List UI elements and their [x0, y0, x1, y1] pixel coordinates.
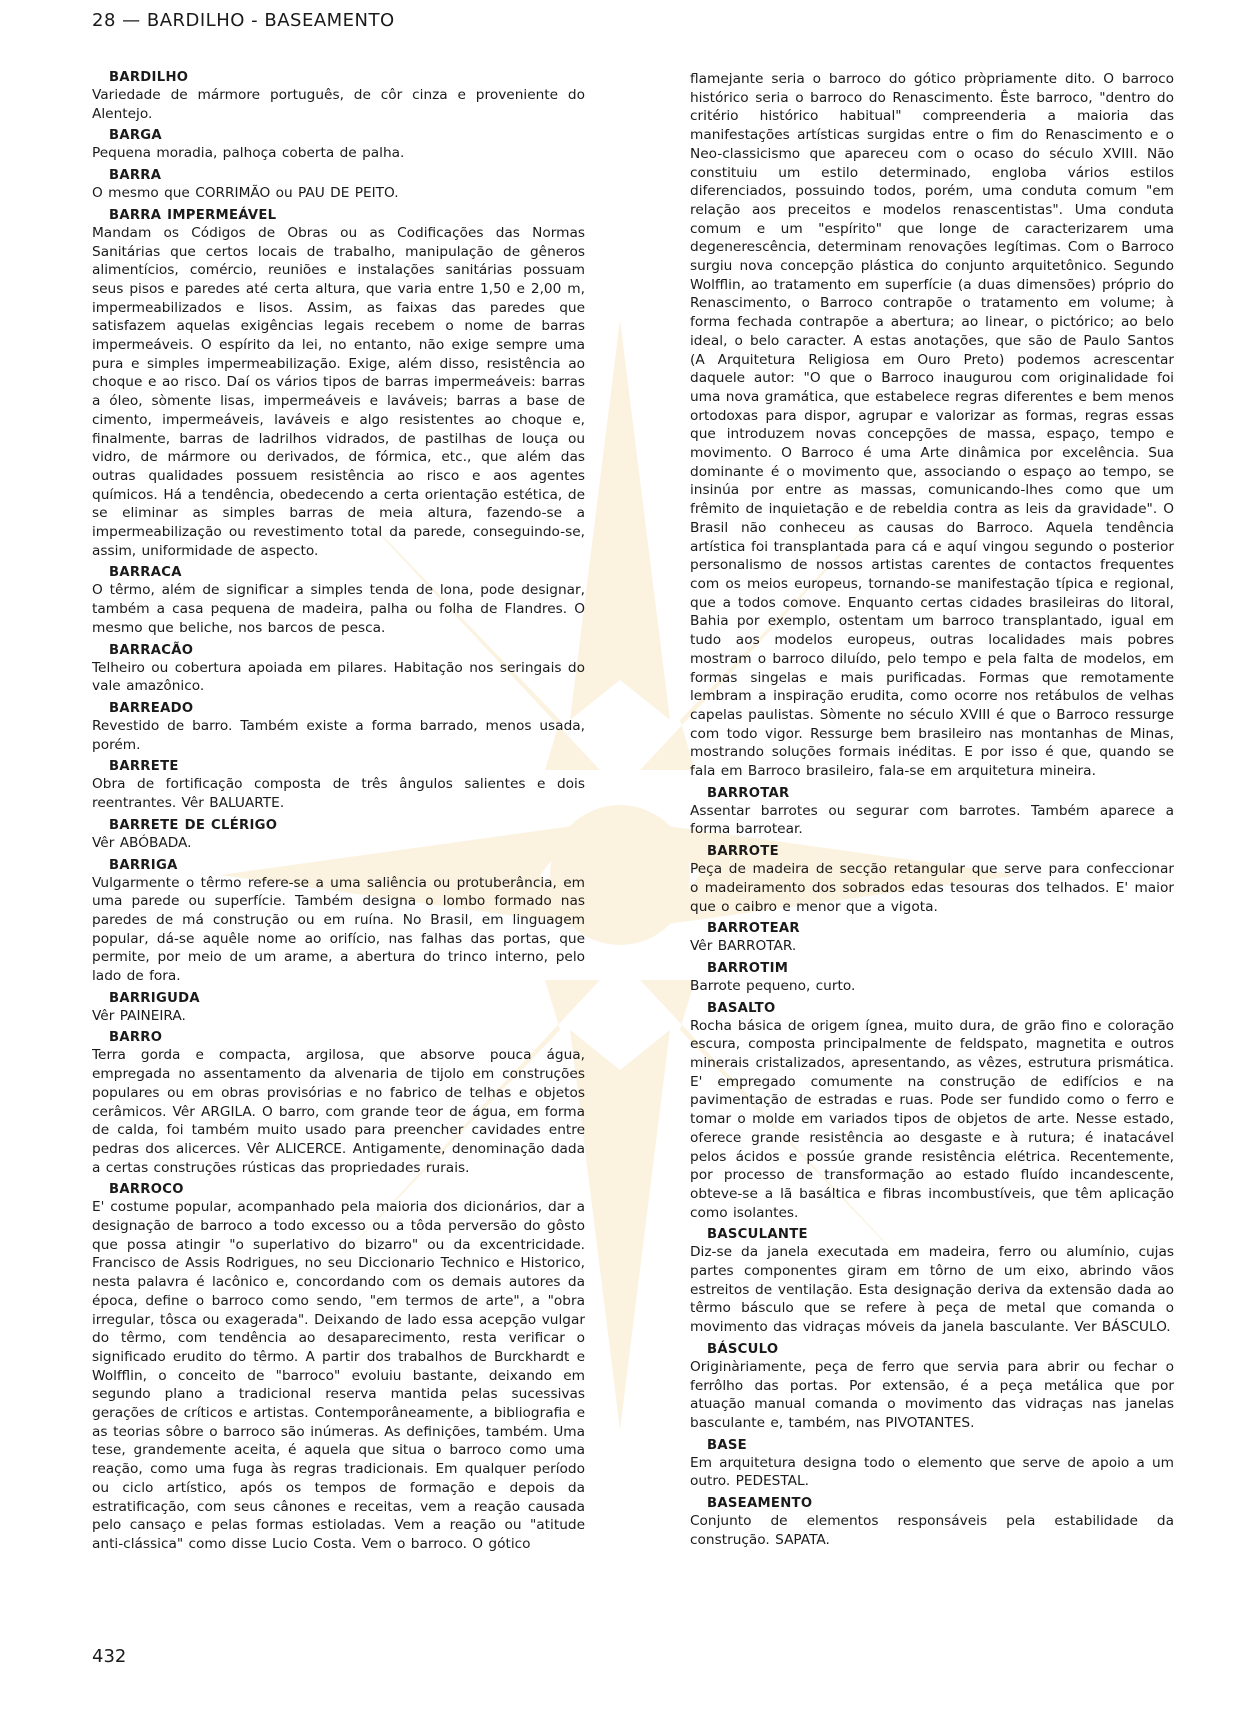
entry-term: BARDILHO [109, 70, 189, 85]
entry-term: BARRIGUDA [109, 990, 200, 1006]
entry-definition: Em arquitetura designa todo o elemento que serve de apoio a um outro. PEDESTAL. [690, 1454, 1174, 1490]
entry-definition: O têrmo, além de significar a simples tenda de lona, pode designar, também a casa pequena de madeira, palha ou folha de Flandres. O mesmo que beliche, nos barcos de pesca. [92, 582, 585, 636]
entry-barra-impermeavel [92, 207, 585, 561]
entry-term: BASCULANTE [707, 1227, 808, 1243]
entry-barrote [690, 843, 1174, 916]
entry-term: BARREADO [109, 700, 194, 716]
right-column [690, 70, 1174, 1554]
entry-barriguda [92, 990, 585, 1026]
entry-basculo [690, 1341, 1174, 1433]
page-number: 432 [92, 1646, 127, 1667]
entry-term: BARRA [109, 168, 162, 184]
entry-barracao [92, 642, 585, 696]
entry-definition: Peça de madeira de secção retangular que serve para confeccionar o madeiramento dos sobrados edas tesouras dos telhados. E' maior que o caibro e menor que a vigota. [690, 861, 1174, 915]
entry-definition: Vulgarmente o têrmo refere-se a uma saliência ou protuberância, em uma parede ou superfície. Também designa o lombo formado nas paredes de má construção ou em ruína. No Brasil, em linguagem popular, dá-se aquêle nome ao orifício, nas falhas das portas, que permite, por meio de um arame, a abertura do trinco interno, pelo lado de fora. [92, 874, 585, 985]
entry-term: BASALTO [707, 1000, 776, 1016]
entry-term: BARRACÃO [109, 642, 194, 658]
entry-basalto [690, 1000, 1174, 1223]
entry-baseamento [690, 1495, 1174, 1549]
entry-definition: Originàriamente, peça de ferro que servia para abrir ou fechar o ferrôlho das portas. Por extensão, é a peça metálica que por atuação manual comanda o movimento das vidraças nas janelas basculante e, também, nas PIVOTANTES. [690, 1358, 1174, 1431]
entry-term: BARRACA [109, 565, 182, 581]
entry-term: BARRETE DE CLÉRIGO [109, 817, 278, 833]
entry-barrete-de-clerigo [92, 817, 585, 853]
entry-definition: Assentar barrotes ou segurar com barrotes. Também aparece a forma barrotear. [690, 802, 1174, 838]
entry-definition: Barrote pequeno, curto. [690, 977, 856, 994]
entry-barrotear [690, 920, 1174, 956]
entry-definition: Obra de fortificação composta de três ângulos salientes e dois reentrantes. Vêr BALUARTE. [92, 776, 585, 812]
entry-term: BARROTAR [707, 785, 790, 801]
entry-barrotim [690, 960, 1174, 996]
entry-definition: Diz-se da janela executada em madeira, ferro ou alumínio, cujas partes componentes giram em tôrno de um eixo, abrindo vãos estreitos de ventilação. Esta designação deriva da extensão dada ao têrmo básculo que se refere à peça de metal que comanda o movimento das vidraças móveis da janela basculante. Ver BÁSCULO. [690, 1244, 1174, 1336]
entry-definition: Pequena moradia, palhoça coberta de palha. [92, 145, 405, 162]
left-column [92, 69, 585, 1558]
entry-barra [92, 167, 585, 203]
entry-term: BARGA [109, 128, 162, 144]
entry-term: BARRETE [109, 759, 179, 775]
entry-definition: Vêr PAINEIRA. [92, 1007, 186, 1024]
entry-base [690, 1437, 1174, 1491]
entry-definition: Mandam os Códigos de Obras ou as Codificações das Normas Sanitárias que certos locais de trabalho, manipulação de gêneros alimentícios, comércio, reuniões e instalações sanitárias possuam seus pisos e paredes até certa altura, que varia entre 1,50 e 2,00 m, impermeabilizados e lisos. Assim, as faixas das paredes que satisfazem aquelas exigências legais recebem o nome de barras impermeáveis. O espírito da lei, no entanto, não exige sempre uma pura e simples impermeabilização. Exige, além disso, resistência ao choque e ao risco. Daí os vários tipos de barras impermeáveis: barras a óleo, sòmente lisas, impermeáveis e laváveis; barras a base de cimento, impermeáveis, laváveis e algo resistentes ao choque e, finalmente, barras de ladrilhos vidrados, de pastilhas de louça ou vidro, de mármore ou derivados, de fórmica, etc., que além das outras qualidades possuem resistência ao risco e aos agentes químicos. Há a tendência, obedecendo a certa orientação estética, de se eliminar as simples barras de meia altura, fazendo-se a impermeabilização ou revestimento total da parede, conseguindo-se, assim, uniformidade de aspecto. [92, 224, 585, 559]
entry-barriga [92, 857, 585, 986]
entry-barrete [92, 758, 585, 812]
entry-term: BARROTEAR [707, 921, 800, 937]
entry-definition: Vêr BARROTAR. [690, 938, 797, 955]
entry-bardilho [92, 69, 585, 123]
entry-barreado [92, 700, 585, 754]
entry-term: BARRA IMPERMEÁVEL [109, 207, 277, 223]
entry-definition: E' costume popular, acompanhado pela maioria dos dicionários, dar a designação de barroco a todo excesso ou a tôda perversão do gôsto que possa atingir "o superlativo do bizarro" ou da excentricidade. Francisco de Assis Rodrigues, no seu Diccionario Technico e Historico, nesta palavra é lacônico e, concordando com os demais autores da época, define o barroco como sendo, "em termos de arte", a "obra irregular, tôsca ou exagerada". Deixando de lado essa acepção vulgar do têrmo, com tendência ao desaparecimento, resta verificar o significado erudito do têrmo. A partir dos trabalhos de Burckhardt e Wolfflin, o conceito de "barroco" evoluiu bastante, deixando em segundo plano a tradicional reserva mantida pelas sucessivas gerações de críticos e artistas. Contemporâneamente, a bibliografia e as teorias sôbre o barroco são inúmeras. As definições, também. Uma tese, grandemente aceita, é aquela que situa o barroco como uma reação, como uma fuga às regras tradicionais. Em qualquer período ou ciclo artístico, após os tempos de formação e depois da estratificação, com seus cânones e receitas, vem a reação causada pelo cansaço e pelas formas estioladas. Vem a reação ou "atitude anti-clássica" como disse Lucio Costa. Vem o barroco. O gótico [92, 1199, 585, 1552]
entry-term: BARRO [109, 1030, 163, 1046]
entry-barroco [92, 1181, 585, 1553]
entry-term: BARROCO [109, 1182, 184, 1198]
entry-barga [92, 127, 585, 163]
running-head: 28 — BARDILHO - BASEAMENTO [92, 10, 395, 31]
entry-basculante [690, 1226, 1174, 1337]
entry-term: BÁSCULO [707, 1341, 779, 1357]
entry-definition: O mesmo que CORRIMÃO ou PAU DE PEITO. [92, 185, 399, 202]
entry-definition: Telheiro ou cobertura apoiada em pilares. Habitação nos seringais do vale amazônico. [92, 659, 585, 695]
barroco-continuation: flamejante seria o barroco do gótico pròpriamente dito. O barroco histórico seria o barroco do Renascimento. Êste barroco, "dentro do critério histórico habitual" compreenderia a maioria das manifestações artísticas surgidas entre o fim do Renascimento e o Neo-classicismo que apareceu com o ocaso do século XVIII. Não constituiu um estilo determinado, engloba vários estilos diferenciados, possuindo todos, porém, uma conduta comum "em relação aos preceitos e modelos renascentistas". Uma conduta comum e um "espírito" que longe de caracterizarem uma degenerescência, determinam renovações legítimas. Com o Barroco surgiu nova concepção plástica do conjunto arquitetônico. Segundo Wolfflin, ao tratamento em superfície (a duas dimensões) próprio do Renascimento, o Barroco contrapõe o tratamento em volume; à forma fechada contrapõe a abertura; ao linear, o pictórico; ao belo ideal, o belo caracter. A estas anotações, que são de Paulo Santos (A Arquitetura Religiosa em Ouro Preto) podemos acrescentar daquele autor: "O que o Barroco inaugurou com originalidade foi uma nova gramática, que estabelece regras diferentes e bem menos ortodoxas para dispor, agrupar e valorizar as formas, regras essas que introduzem novas concepções de massa, espaço, tempo e movimento. O Barroco é uma Arte dinâmica por excelência. Sua dominante é o movimento que, associando o espaço ao tempo, se insinúa por entre as massas, comunicando-lhes como que um frêmito de inquietação e de rebeldia contra as leis da gravidade". O Brasil não conheceu as causas do Barroco. Aquela tendência artística foi transplantada para cá e aquí vingou segundo o posterior personalismo de nossos artistas carentes de contactos frequentes com os meios europeus, tornando-se manifestação típica e regional, que a todos comove. Enquanto certas cidades brasileiras do litoral, Bahia por exemplo, ostentam um barroco transplantado, igual em tudo aos modelos europeus, outras localidades mais pobres mostram o barroco diluído, pelo tempo e pela falta de modelos, em formas singelas e mais purificadas. Formas que remotamente lembram a inspiração erudita, como ocorre nos retábulos de velhas capelas paulistas. Sòmente no século XVIII é que o Barroco ressurge com todo vigor. Ressurge bem brasileiro nas montanhas de Minas, mostrando soluções formais inéditas. E por isso é que, quando se fala em Barroco brasileiro, fala-se em arquitetura mineira. [690, 71, 1174, 780]
entry-term: BASEAMENTO [707, 1496, 813, 1512]
entry-definition: Conjunto de elementos responsáveis pela estabilidade da construção. SAPATA. [690, 1513, 1174, 1548]
entry-term: BARROTIM [707, 960, 789, 976]
entry-definition: Rocha básica de origem ígnea, muito dura, de grão fino e coloração escura, composta principalmente de feldspato, magnetita e outros minerais cristalizados, apresentando, as vêzes, estrutura prismática. E' empregado comumente na construção de edifícios e na pavimentação de estradas e ruas. Pode ser fundido como o ferro e tomar o molde em variados tipos de objetos de arte. Nesse estado, oferece grande resistência ao desgaste e à rutura; é inatacável pelos ácidos e possúe grande resistência elétrica. Recentemente, por processo de transformação ao estado fluído incandescente, obteve-se a lã basáltica e fibras incombustíveis, que têm aplicação como isolantes. [690, 1017, 1174, 1221]
entry-term: BASE [707, 1437, 747, 1453]
entry-barro [92, 1029, 585, 1177]
entry-term: BARRIGA [109, 857, 178, 873]
entry-definition: Vêr ABÓBADA. [92, 834, 192, 851]
entry-barraca [92, 564, 585, 637]
entry-definition: Revestido de barro. Também existe a forma barrado, menos usada, porém. [92, 717, 585, 753]
entry-term: BARROTE [707, 844, 779, 860]
entry-definition: Variedade de mármore português, de côr cinza e proveniente do Alentejo. [92, 87, 585, 122]
entry-definition: Terra gorda e compacta, argilosa, que absorve pouca água, empregada no assentamento da alvenaria de tijolo em construções populares ou em obras provisórias e no fabrico de telhas e objetos cerâmicos. Vêr ARGILA. O barro, com grande teor de água, em forma de calda, foi também muito usado para preencher cavidades entre pedras dos alicerces. Vêr ALICERCE. Antigamente, denominação dada a certas construções rústicas das propriedades rurais. [92, 1047, 585, 1176]
entry-barrotar [690, 785, 1174, 839]
